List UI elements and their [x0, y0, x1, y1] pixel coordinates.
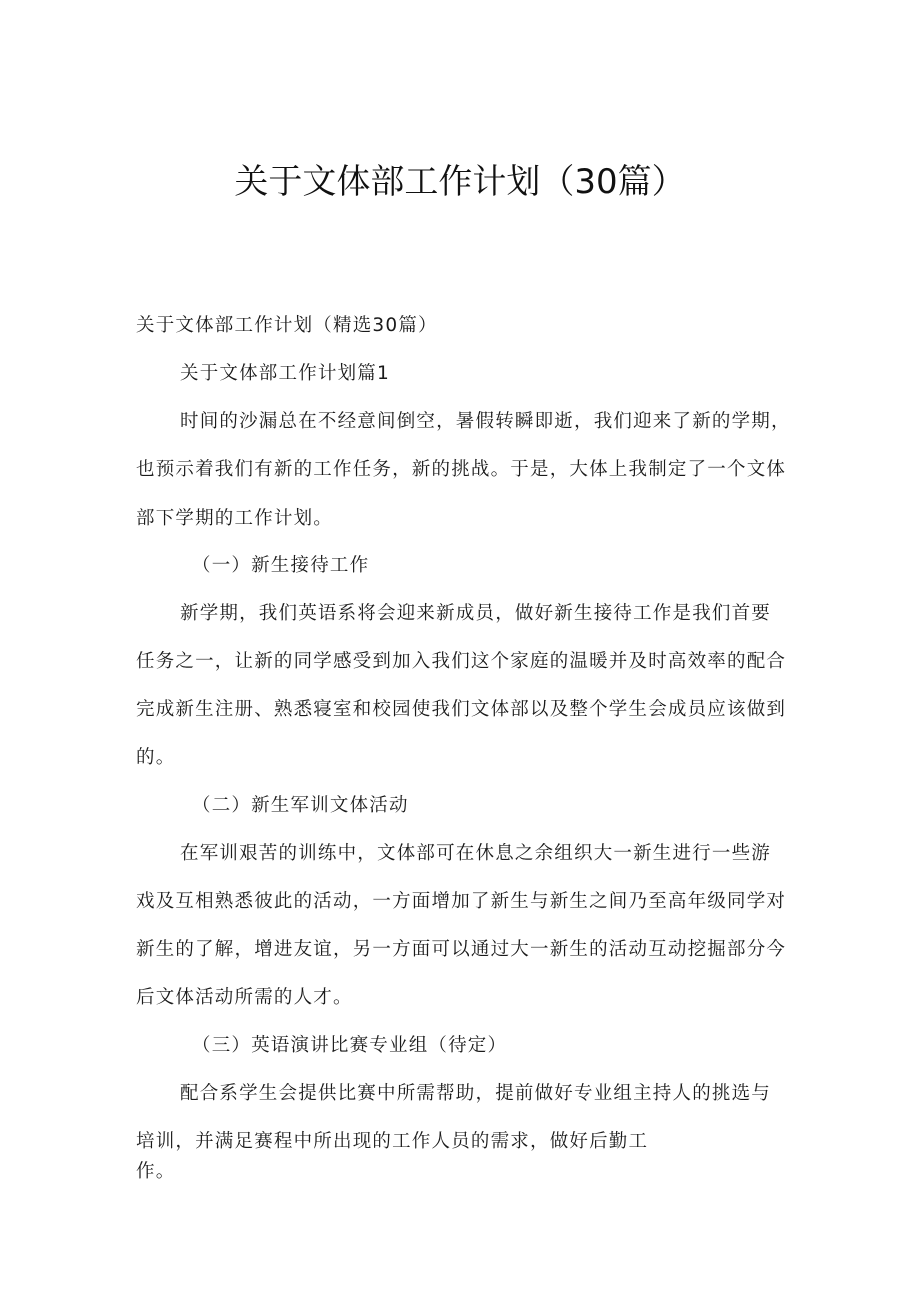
paragraph-line: 部下学期的工作计划。 [136, 508, 334, 529]
paragraph-line: 完成新生注册、熟悉寝室和校园使我们文体部以及整个学生会成员应该做到 [136, 699, 787, 720]
paragraph-line: 培训，并满足赛程中所出现的工作人员的需求，做好后勤工 [136, 1131, 649, 1152]
paragraph-line: 作。 [136, 1161, 176, 1182]
paragraph-line: 任务之一，让新的同学感受到加入我们这个家庭的温暖并及时高效率的配合 [136, 651, 787, 672]
paragraph-line: 在军训艰苦的训练中，文体部可在休息之余组织大一新生进行一些游 [180, 843, 772, 864]
paragraph-line: 的。 [136, 747, 176, 768]
paragraph-line: 也预示着我们有新的工作任务，新的挑战。于是，大体上我制定了一个文体 [136, 459, 787, 480]
paragraph-line: 新学期，我们英语系将会迎来新成员，做好新生接待工作是我们首要 [180, 603, 772, 624]
paragraph-line: 新生的了解，增进友谊，另一方面可以通过大一新生的活动互动挖掘部分今 [136, 939, 787, 960]
document-subtitle: 关于文体部工作计划（精选30篇） [136, 315, 438, 336]
subheading: （一）新生接待工作 [192, 555, 370, 576]
section-heading: 关于文体部工作计划篇1 [180, 363, 390, 384]
subheading: （三）英语演讲比赛专业组（待定） [192, 1035, 508, 1056]
subheading: （二）新生军训文体活动 [192, 795, 409, 816]
paragraph-line: 配合系学生会提供比赛中所需帮助，提前做好专业组主持人的挑选与 [180, 1083, 772, 1104]
paragraph-line: 时间的沙漏总在不经意间倒空，暑假转瞬即逝，我们迎来了新的学期， [180, 411, 791, 432]
document-title: 关于文体部工作计划（30篇） [234, 162, 686, 202]
paragraph-line: 戏及互相熟悉彼此的活动，一方面增加了新生与新生之间乃至高年级同学对 [136, 891, 787, 912]
paragraph-line: 后文体活动所需的人才。 [136, 987, 353, 1008]
